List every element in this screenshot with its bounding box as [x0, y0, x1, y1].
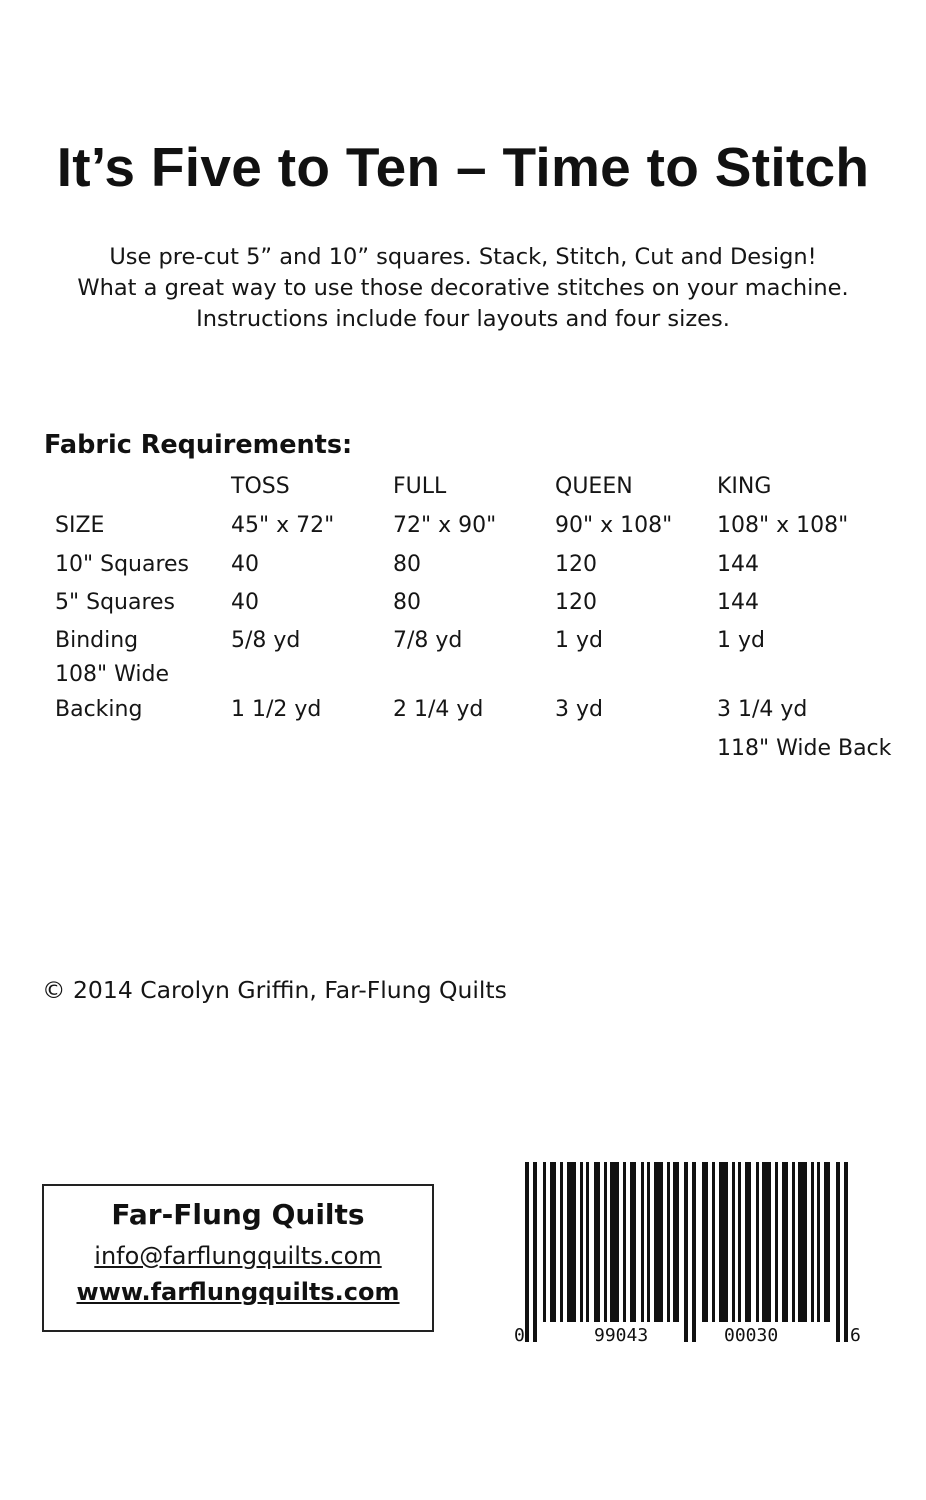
copyright-notice: © 2014 Carolyn Griffin, Far-Flung Quilts: [42, 976, 507, 1004]
page-title: It’s Five to Ten – Time to Stitch: [56, 136, 870, 198]
row-label-size: SIZE: [55, 513, 105, 538]
column-header-full: FULL: [393, 474, 447, 499]
table-cell: 118" Wide Back: [717, 736, 892, 761]
row-label-108in-wide: 108" Wide: [55, 662, 169, 687]
table-cell: 1 yd: [717, 628, 765, 653]
fabric-requirements-heading: Fabric Requirements:: [44, 430, 353, 460]
table-cell: 7/8 yd: [393, 628, 463, 653]
table-cell: 90" x 108": [555, 513, 673, 538]
table-cell: 108" x 108": [717, 513, 849, 538]
column-header-queen: QUEEN: [555, 474, 633, 499]
intro-line: Instructions include four layouts and four sizes.: [196, 306, 730, 332]
intro-line: What a great way to use those decorative stitches on your machine.: [77, 275, 849, 301]
table-cell: 72" x 90": [393, 513, 497, 538]
table-cell: 80: [393, 590, 421, 615]
table-cell: 45" x 72": [231, 513, 335, 538]
barcode-digit: 0: [514, 1325, 525, 1346]
intro-line: Use pre-cut 5” and 10” squares. Stack, Stitch, Cut and Design!: [109, 244, 817, 270]
contact-box: [42, 1184, 434, 1332]
column-header-toss: TOSS: [231, 474, 290, 499]
intro-text: [0, 242, 926, 335]
table-cell: 80: [393, 552, 421, 577]
barcode-digit: 00030: [724, 1325, 779, 1346]
table-cell: 120: [555, 552, 597, 577]
table-cell: 5/8 yd: [231, 628, 301, 653]
table-cell: 1 1/2 yd: [231, 697, 322, 722]
row-label-backing: Backing: [55, 697, 143, 722]
table-cell: 144: [717, 590, 759, 615]
barcode-digit: 6: [850, 1325, 861, 1346]
website-link[interactable]: www.farflungquilts.com: [76, 1278, 400, 1306]
table-cell: 3 yd: [555, 697, 603, 722]
barcode-bars: [510, 1162, 870, 1362]
table-cell: 120: [555, 590, 597, 615]
row-label-binding: Binding: [55, 628, 139, 653]
table-cell: 40: [231, 552, 259, 577]
company-name: Far-Flung Quilts: [111, 1198, 365, 1231]
table-cell: 1 yd: [555, 628, 603, 653]
barcode: [510, 1162, 870, 1362]
barcode-digit: 99043: [594, 1325, 649, 1346]
table-cell: 40: [231, 590, 259, 615]
row-label-10in-squares: 10" Squares: [55, 552, 190, 577]
table-cell: 3 1/4 yd: [717, 697, 808, 722]
row-label-5in-squares: 5" Squares: [55, 590, 176, 615]
column-header-king: KING: [717, 474, 772, 499]
email-link[interactable]: info@farflungquilts.com: [94, 1242, 382, 1270]
table-cell: 144: [717, 552, 759, 577]
table-cell: 2 1/4 yd: [393, 697, 484, 722]
